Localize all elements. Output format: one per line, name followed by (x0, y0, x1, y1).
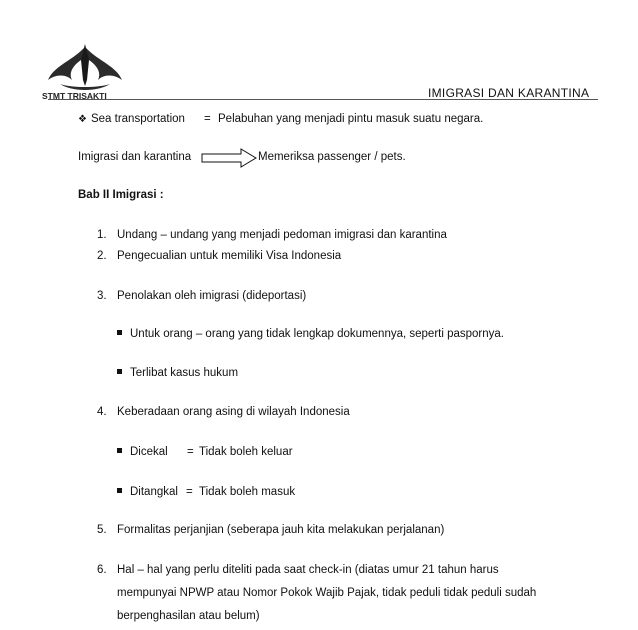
list-item-continuation: berpenghasilan atau belum) (117, 610, 260, 622)
sub-list-item-text: Tidak boleh keluar (199, 446, 293, 458)
list-item-text: Penolakan oleh imigrasi (dideportasi) (117, 290, 307, 302)
logo-emblem-right-wing (86, 48, 122, 80)
logo-emblem-left-wing (48, 48, 84, 80)
header-title: IMIGRASI DAN KARANTINA (428, 86, 590, 100)
equals-sign: = (187, 446, 194, 458)
header-rule (48, 99, 598, 100)
square-bullet-icon (117, 369, 122, 374)
list-item-text: Keberadaan orang asing di wilayah Indonesia (117, 406, 350, 418)
list-item-number: 5. (97, 524, 107, 536)
term-sea-transportation: Sea transportation (90, 113, 185, 125)
list-item-number: 1. (97, 229, 107, 241)
sub-list-item (117, 328, 504, 340)
list-item-number: 4. (97, 406, 107, 418)
square-bullet-icon (117, 330, 122, 335)
memeriksa-text: Memeriksa passenger / pets. (258, 151, 406, 163)
sub-list-item-text: Tidak boleh masuk (199, 486, 296, 498)
square-bullet-icon (117, 448, 122, 453)
definition-line-sea-transport (78, 113, 185, 125)
diamond-bullet-icon: ❖ (78, 114, 87, 125)
definition-text: Pelabuhan yang menjadi pintu masuk suatu negara. (218, 113, 484, 125)
equals-sign: = (204, 113, 211, 125)
list-item-number: 3. (97, 290, 107, 302)
list-item-continuation: mempunyai NPWP atau Nomor Pokok Wajib Pajak, tidak peduli tidak peduli sudah (117, 587, 537, 599)
sub-list-item-text: Untuk orang – orang yang tidak lengkap dokumennya, seperti paspornya. (130, 328, 504, 340)
section-title: Bab II Imigrasi : (78, 189, 164, 201)
list-item-text: Formalitas perjanjian (seberapa jauh kita melakukan perjalanan) (117, 524, 445, 536)
sub-list-item (117, 367, 238, 379)
list-item-text: Hal – hal yang perlu diteliti pada saat check-in (diatas umur 21 tahun harus (117, 564, 499, 576)
square-bullet-icon (117, 488, 122, 493)
list-item-text: Undang – undang yang menjadi pedoman imigrasi dan karantina (117, 229, 447, 241)
sub-list-item (117, 486, 178, 498)
right-arrow-icon (201, 148, 257, 168)
sub-list-item (117, 446, 168, 458)
sub-list-item-term: Ditangkal (130, 486, 178, 498)
list-item-number: 6. (97, 564, 107, 576)
sub-list-item-term: Dicekal (130, 446, 168, 458)
list-item-text: Pengecualian untuk memiliki Visa Indonesia (117, 250, 342, 262)
list-item-number: 2. (97, 250, 107, 262)
imigrasi-dan-karantina-label: Imigrasi dan karantina (78, 151, 192, 163)
sub-list-item-text: Terlibat kasus hukum (130, 367, 239, 379)
stmt-trisakti-logo (40, 40, 130, 100)
logo-text: STMT TRISAKTI (42, 91, 107, 100)
equals-sign: = (186, 486, 193, 498)
